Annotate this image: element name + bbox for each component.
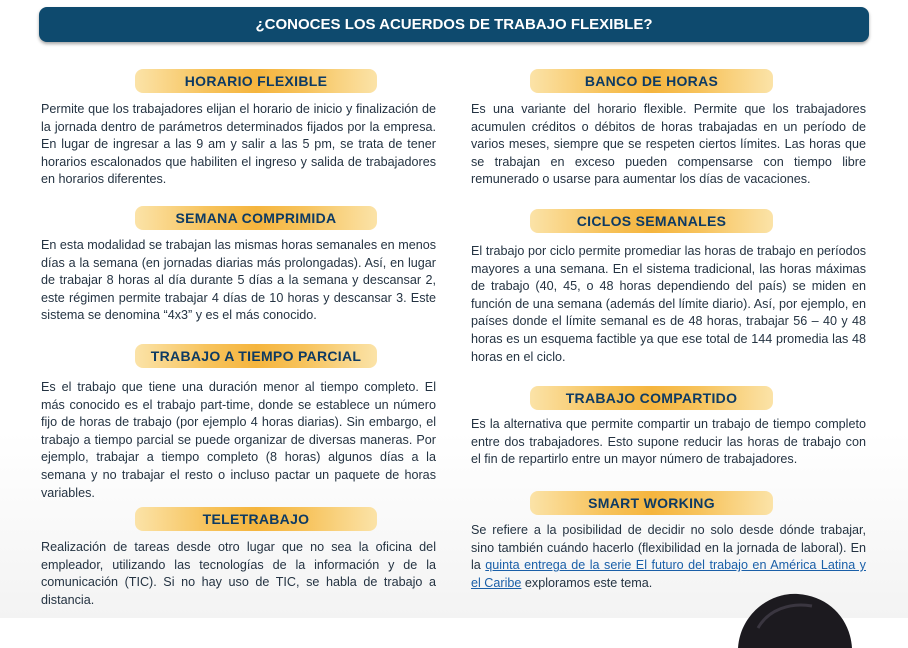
- smart-working-text-after: exploramos este tema.: [521, 575, 653, 590]
- text-trabajo-tiempo-parcial: Es el trabajo que tiene una duración menor al tiempo completo. El más conocido es el trabajo part-time, donde se establece un número fijo de horas de trabajo (por ejemplo 4 horas diarias). Sin embargo, el trabajo a tiempo parcial se puede organizar de diversas maneras. Por ejemplo, trabajar a tiempo completo (8 horas) algunos días a la semana y no trabajar el resto o incluso pactar un paquete de horas variables.: [41, 380, 436, 500]
- page-title: ¿CONOCES LOS ACUERDOS DE TRABAJO FLEXIBLE?: [39, 7, 869, 42]
- text-banco-de-horas: Es una variante del horario flexible. Permite que los trabajadores acumulen créditos o débitos de horas trabajadas en un período de varios meses, siempre que se respeten ciertos límites. Las horas que se trabajan en exceso pueden compensarse con tiempo libre remunerado o usarse para aumentar los días de vacaciones.: [471, 102, 866, 187]
- heading-semana-comprimida: SEMANA COMPRIMIDA: [135, 206, 377, 230]
- text-semana-comprimida: En esta modalidad se trabajan las mismas horas semanales en menos días a la semana (en jornadas diarias más prolongadas). Así, en lugar de trabajar 8 horas al día durante 5 días a la semana y descansar 2, este régimen permite trabajar 4 días de 10 horas y descansar 3. Este sistema se denomina “4x3” y es el más conocido.: [41, 238, 436, 323]
- serie-futuro-trabajo-link[interactable]: quinta entrega de la serie El futuro del trabajo en América Latina y el Caribe: [471, 558, 866, 590]
- heading-trabajo-tiempo-parcial: TRABAJO A TIEMPO PARCIAL: [135, 344, 377, 368]
- text-ciclos-semanales: El trabajo por ciclo permite promediar las horas de trabajo en períodos mayores a una semana. En el sistema tradicional, las horas máximas de trabajo (40, 45, o 48 horas dependiendo del país) se miden en función de una semana (además del límite diario). Así, por ejemplo, en países donde el límite semanal es de 48 horas, trabajar 56 – 40 y 48 horas es un esquema factible ya que ese total de 144 promedia las 48 horas en el ciclo.: [471, 244, 866, 364]
- smart-working-text-before: Se refiere a la posibilidad de decidir no solo desde dónde trabajar, sino también cuándo hacerlo (flexibilidad en la jornada de laboral). En la: [471, 523, 866, 573]
- heading-smart-working: SMART WORKING: [530, 491, 773, 515]
- heading-banco-de-horas: BANCO DE HORAS: [530, 69, 773, 93]
- heading-teletrabajo: TELETRABAJO: [135, 507, 377, 531]
- heading-trabajo-compartido: TRABAJO COMPARTIDO: [530, 386, 773, 410]
- heading-ciclos-semanales: CICLOS SEMANALES: [530, 209, 773, 233]
- person-illustration: [728, 588, 858, 648]
- person-hair: [738, 594, 852, 648]
- text-smart-working: [471, 522, 866, 592]
- text-trabajo-compartido: Es la alternativa que permite compartir un trabajo de tiempo completo entre dos trabajadores. Esto supone reducir las horas de trabajo con el fin de repartirlo entre un mayor número de trabajadores.: [471, 417, 866, 467]
- text-teletrabajo: Realización de tareas desde otro lugar que no sea la oficina del empleador, utilizando las tecnologías de la información y de la comunicación (TIC). Si no hay uso de TIC, se habla de trabajo a distancia.: [41, 540, 436, 607]
- heading-horario-flexible: HORARIO FLEXIBLE: [135, 69, 377, 93]
- text-horario-flexible: Permite que los trabajadores elijan el horario de inicio y finalización de la jornada dentro de parámetros determinados fijados por la empresa. En lugar de ingresar a las 9 am y salir a las 5 pm, se trata de tener horarios escalonados que habiliten el ingreso y salida de trabajadores en horarios diferentes.: [41, 102, 436, 187]
